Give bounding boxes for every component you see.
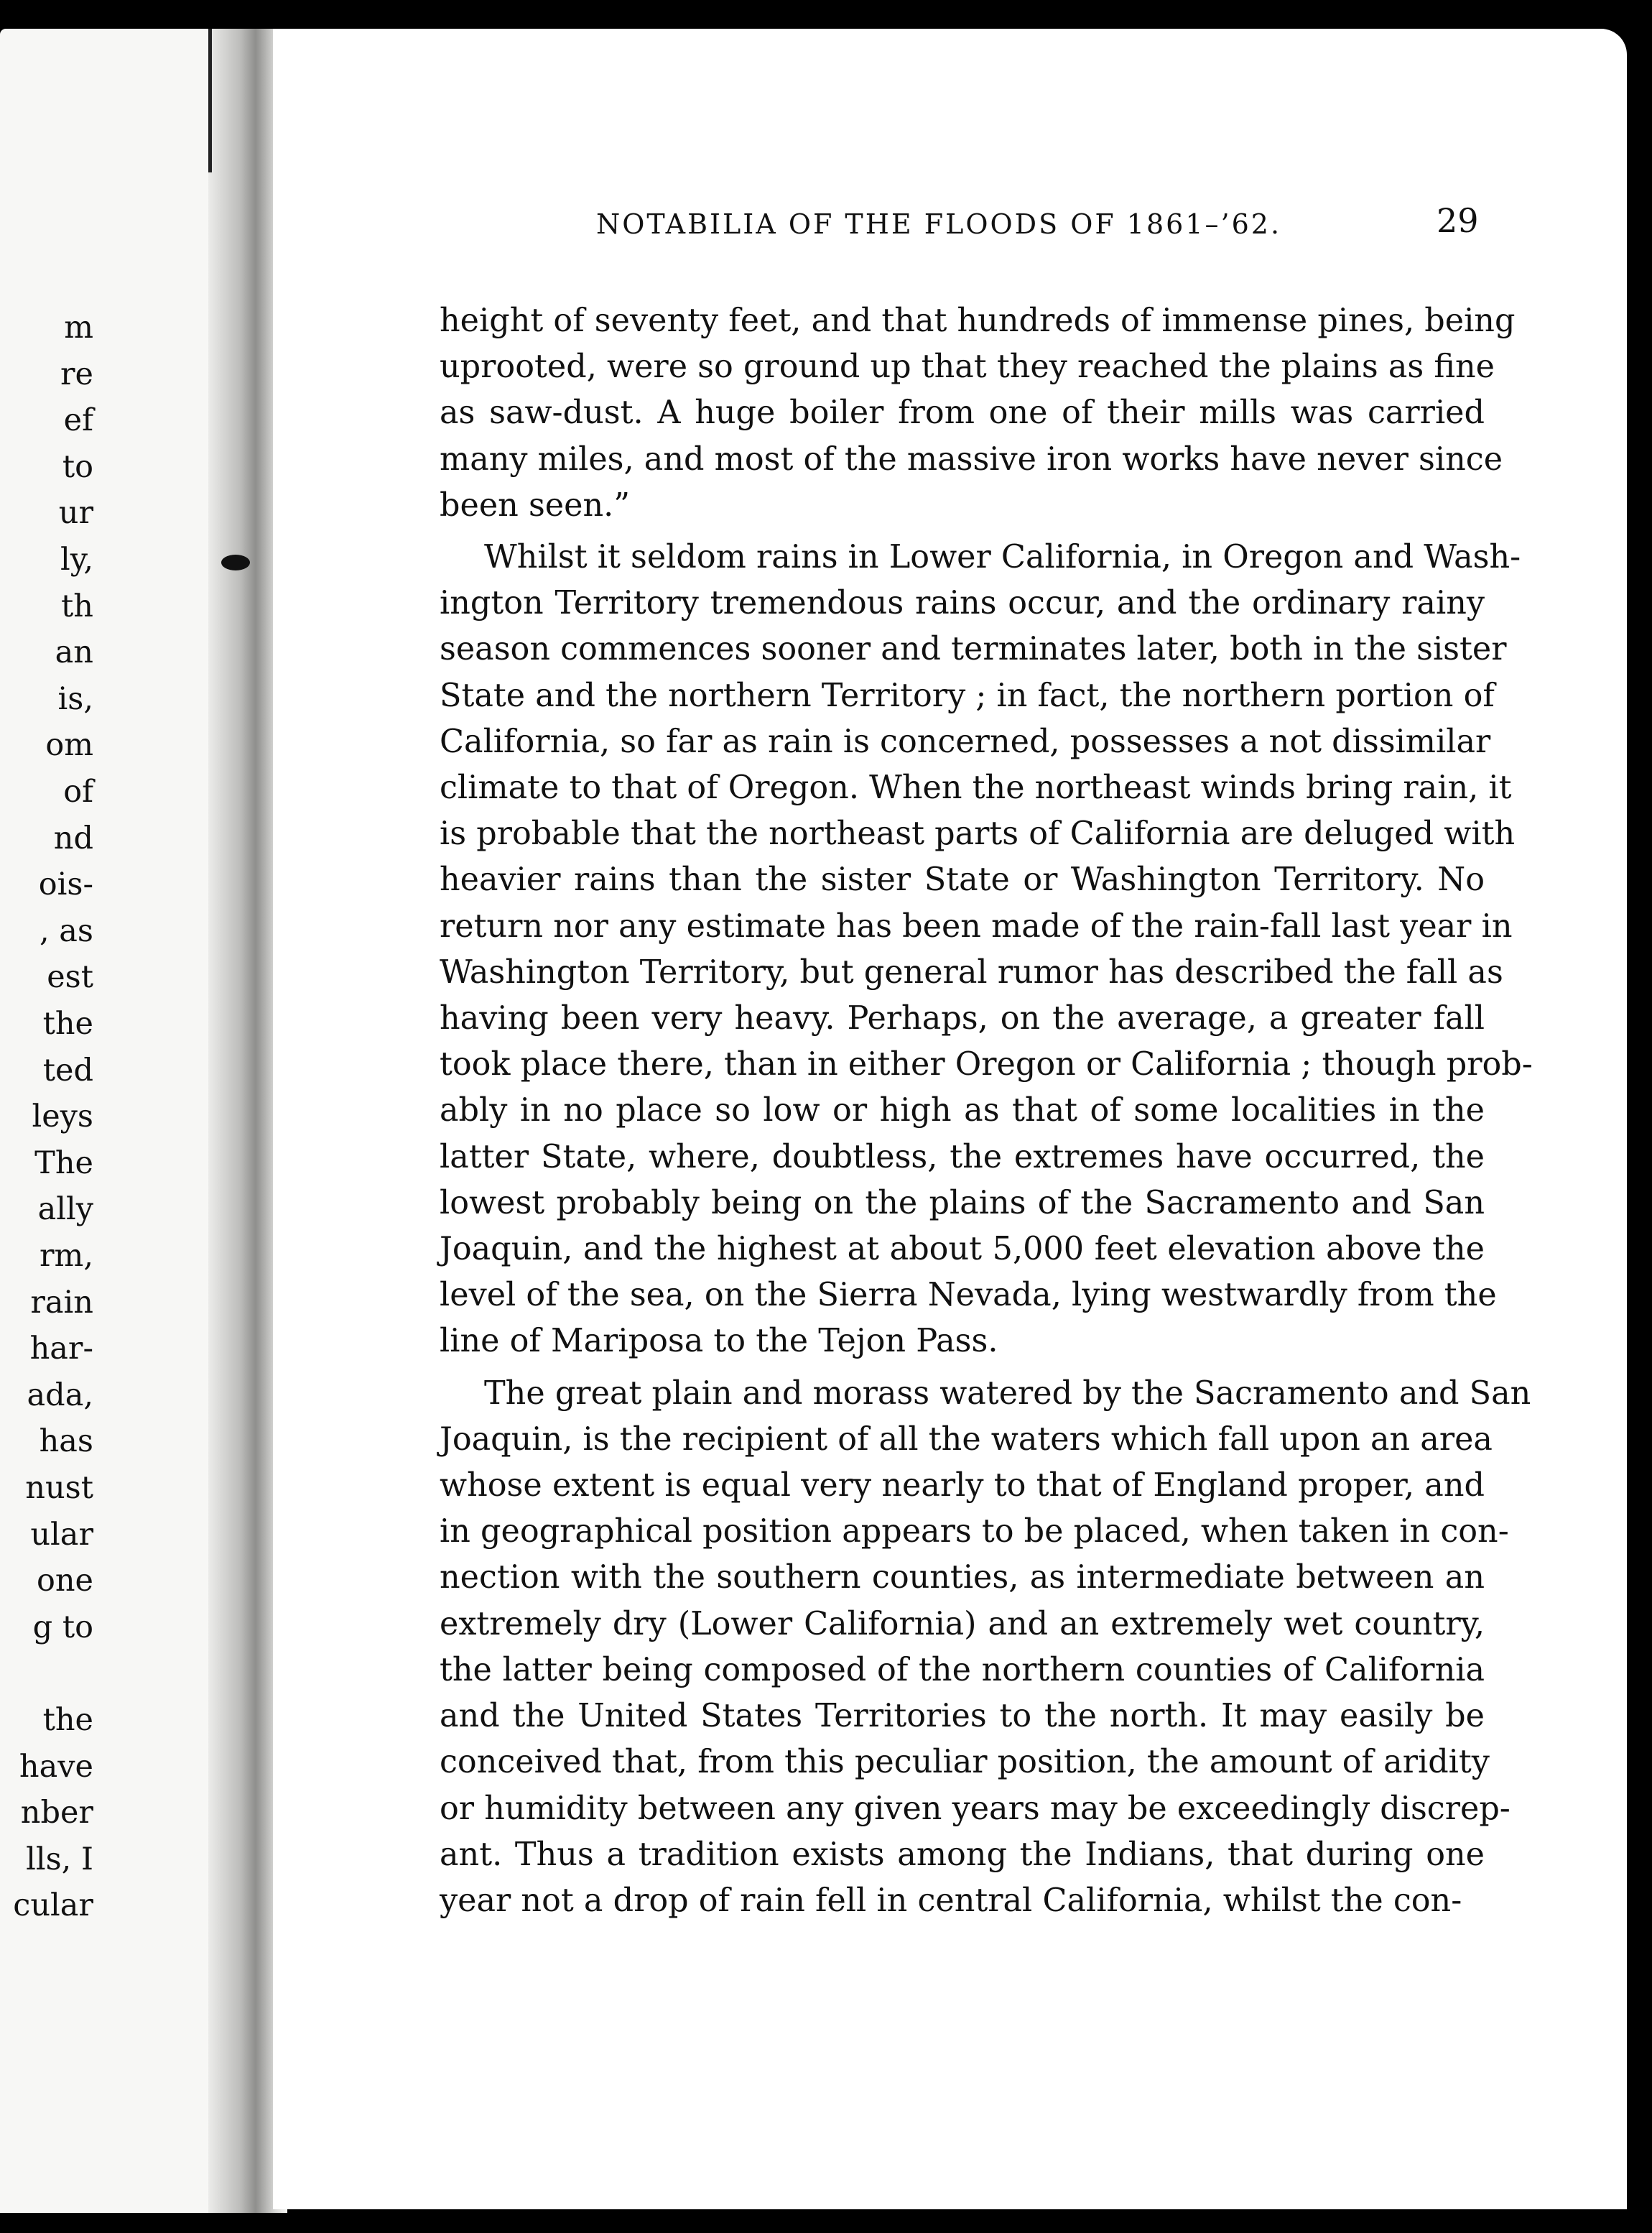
facing-page-fragment: nust bbox=[25, 1470, 93, 1506]
facing-page-fragment: has bbox=[39, 1423, 93, 1460]
text-line: heavier rains than the sister State or Washington Territory. No bbox=[440, 861, 1485, 899]
facing-page-fragment: g to bbox=[32, 1609, 93, 1645]
text-line: level of the sea, on the Sierra Nevada, lying westwardly from the bbox=[440, 1277, 1497, 1314]
text-line: year not a drop of rain fell in central California, whilst the con- bbox=[440, 1882, 1462, 1919]
facing-page-fragment: rm, bbox=[40, 1238, 93, 1274]
text-line: return nor any estimate has been made of the rain-fall last year in bbox=[440, 907, 1513, 945]
text-line: ant. Thus a tradition exists among the Indians, that during one bbox=[440, 1836, 1485, 1873]
text-line: The great plain and morass watered by the Sacramento and San bbox=[484, 1374, 1531, 1412]
text-line: conceived that, from this peculiar position, the amount of aridity bbox=[440, 1744, 1490, 1781]
text-line: ington Territory tremendous rains occur, and the ordinary rainy bbox=[440, 585, 1485, 622]
facing-page-fragment: nber bbox=[20, 1795, 93, 1831]
paragraph-gap bbox=[440, 1365, 1485, 1371]
facing-page-fragment: ally bbox=[37, 1191, 93, 1228]
text-line: nection with the southern counties, as intermediate between an bbox=[440, 1559, 1485, 1596]
text-line: State and the northern Territory ; in fact, the northern portion of bbox=[440, 677, 1495, 714]
facing-page-fragment: leys bbox=[32, 1099, 93, 1135]
text-line: Whilst it seldom rains in Lower California, in Oregon and Wash- bbox=[484, 539, 1521, 576]
facing-page-fragment: re bbox=[60, 356, 93, 392]
facing-page-fragment: ois- bbox=[38, 866, 93, 903]
facing-page-fragment: one bbox=[36, 1563, 93, 1599]
book-page bbox=[273, 29, 1627, 2209]
text-line: lowest probably being on the plains of the Sacramento and San bbox=[440, 1184, 1485, 1221]
text-line: California, so far as rain is concerned, possesses a not dissimilar bbox=[440, 723, 1491, 760]
facing-page-fragment: ly, bbox=[60, 542, 93, 578]
text-line: season commences sooner and terminates later, both in the sister bbox=[440, 631, 1507, 668]
text-line: in geographical position appears to be placed, when taken in con- bbox=[440, 1513, 1509, 1550]
page-edge-line bbox=[208, 29, 212, 172]
text-line: many miles, and most of the massive iron works have never since bbox=[440, 440, 1503, 478]
paragraph bbox=[440, 298, 1516, 529]
facing-page-fragment: an bbox=[55, 634, 93, 671]
paragraph-gap bbox=[440, 529, 1485, 535]
facing-page-fragment: m bbox=[64, 310, 93, 346]
facing-page-fragment: ur bbox=[58, 495, 93, 532]
facing-page-fragment: the bbox=[42, 1702, 93, 1738]
facing-page-fragment: nd bbox=[53, 820, 93, 856]
text-line: whose extent is equal very nearly to that of England proper, and bbox=[440, 1467, 1485, 1504]
paragraph bbox=[440, 535, 1533, 1365]
facing-page-fragment: har- bbox=[29, 1331, 93, 1367]
page-number: 29 bbox=[1437, 201, 1479, 240]
body-text bbox=[440, 298, 1533, 1924]
facing-page-fragment: est bbox=[47, 959, 93, 996]
text-line: as saw-dust. A huge boiler from one of their mills was carried bbox=[440, 394, 1485, 432]
text-line: took place there, than in either Oregon or California ; though prob- bbox=[440, 1046, 1533, 1083]
facing-page-fragment: of bbox=[63, 774, 93, 810]
facing-page-fragment: rain bbox=[30, 1284, 93, 1321]
facing-page-fragment: have bbox=[19, 1748, 93, 1785]
facing-page-edge bbox=[0, 29, 208, 2213]
text-line: Joaquin, and the highest at about 5,000 feet elevation above the bbox=[440, 1231, 1485, 1268]
facing-page-fragment: The bbox=[34, 1145, 93, 1181]
paragraph bbox=[440, 1371, 1531, 1924]
text-line: uprooted, were so ground up that they reached the plains as fine bbox=[440, 348, 1495, 386]
facing-page-fragment: is, bbox=[57, 680, 93, 717]
text-line: latter State, where, doubtless, the extremes have occurred, the bbox=[440, 1138, 1485, 1175]
text-line: height of seventy feet, and that hundreds of immense pines, being bbox=[440, 302, 1516, 339]
facing-page-fragment: ada, bbox=[27, 1377, 93, 1413]
facing-page-fragment: lls, I bbox=[26, 1841, 93, 1877]
text-line: ably in no place so low or high as that of some localities in the bbox=[440, 1092, 1485, 1129]
facing-page-fragment: ular bbox=[30, 1516, 93, 1553]
text-line: the latter being composed of the northern counties of California bbox=[440, 1651, 1485, 1688]
facing-page-fragment: , as bbox=[39, 912, 93, 949]
text-line: line of Mariposa to the Tejon Pass. bbox=[440, 1323, 998, 1360]
text-line: or humidity between any given years may be exceedingly discrep- bbox=[440, 1790, 1511, 1827]
facing-page-fragment: ef bbox=[63, 402, 93, 439]
facing-page-fragment: ted bbox=[42, 1052, 93, 1088]
facing-page-fragment: to bbox=[62, 448, 93, 485]
facing-page-fragment: cular bbox=[13, 1887, 93, 1924]
text-line: climate to that of Oregon. When the northeast winds bring rain, it bbox=[440, 769, 1512, 807]
running-head: NOTABILIA OF THE FLOODS OF 1861–’62. bbox=[596, 208, 1282, 240]
text-line: Washington Territory, but general rumor has described the fall as bbox=[440, 953, 1503, 991]
facing-page-fragment: om bbox=[45, 727, 93, 764]
text-line: having been very heavy. Perhaps, on the average, a greater fall bbox=[440, 1000, 1485, 1037]
facing-page-fragment: the bbox=[42, 1006, 93, 1042]
facing-page-fragment: th bbox=[61, 588, 93, 624]
text-line: is probable that the northeast parts of California are deluged with bbox=[440, 815, 1516, 853]
text-line: Joaquin, is the recipient of all the waters which fall upon an area bbox=[440, 1420, 1493, 1458]
text-line: been seen.” bbox=[440, 486, 631, 524]
text-line: and the United States Territories to the north. It may easily be bbox=[440, 1698, 1485, 1735]
text-line: extremely dry (Lower California) and an extremely wet country, bbox=[440, 1605, 1485, 1642]
spine-ink-mark bbox=[221, 555, 250, 570]
